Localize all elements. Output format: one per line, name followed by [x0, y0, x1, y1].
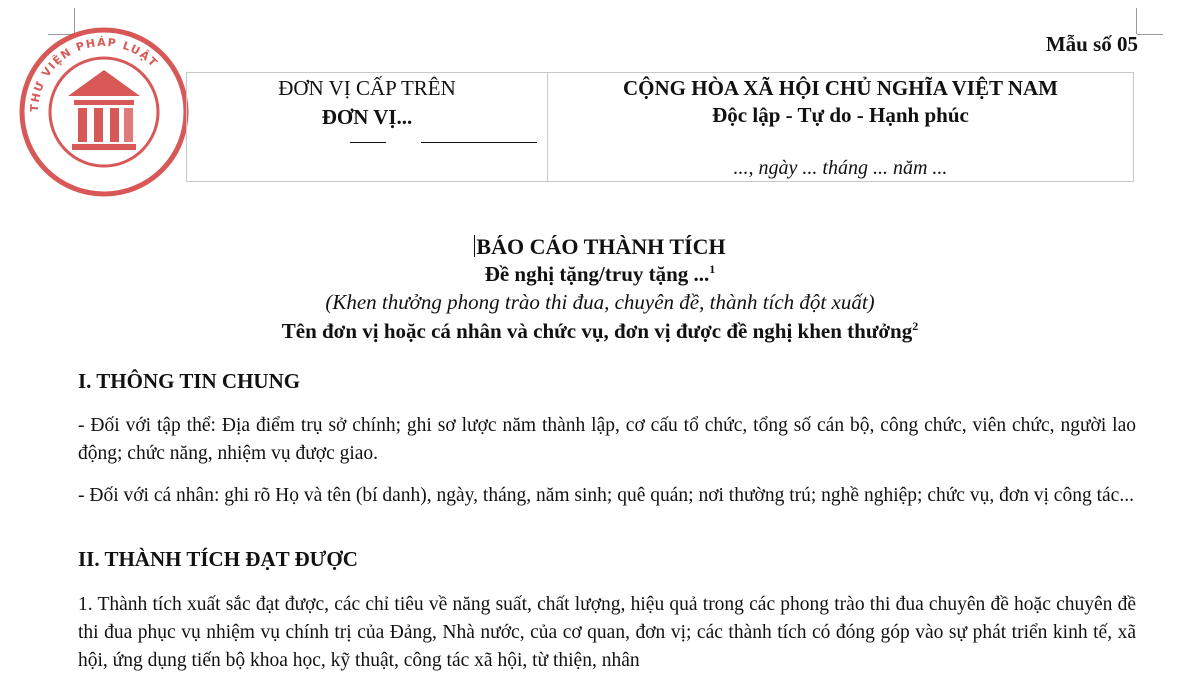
date-line: ..., ngày ... tháng ... năm ...	[733, 157, 948, 179]
report-title: BÁO CÁO THÀNH TÍCH	[476, 234, 726, 259]
left-underline	[350, 142, 386, 143]
section-heading-achievements: II. THÀNH TÍCH ĐẠT ĐƯỢC	[78, 547, 358, 571]
paragraph-achievement-1: 1. Thành tích xuất sắc đạt được, các chỉ tiêu về năng suất, chất lượng, hiệu quả trong các phong trào thi đua chuyên đề hoặc chuyên đề thi đua phục vụ nhiệm vụ chính trị của Đảng, Nhà nước, của cơ quan, đơn vị; các thành tích có đóng góp vào sự phát triển kinh tế, xã hội, ứng dụng tiến bộ khoa học, kỹ thuật, công tác xã hội, từ thiện, nhân	[78, 594, 1136, 671]
report-subtitle: Đề nghị tặng/truy tặng ...$^1$	[484, 262, 716, 286]
header-table	[186, 72, 1134, 182]
national-title: CỘNG HÒA XÃ HỘI CHỦ NGHĨA VIỆT NAM	[622, 76, 1059, 100]
report-target: Tên đơn vị hoặc cá nhân và chức vụ, đơn vị được đề nghị khen thưởng$^2$	[281, 319, 919, 343]
footnote-ref-1: 1	[709, 262, 716, 276]
section-heading-general-info: I. THÔNG TIN CHUNG	[78, 369, 301, 393]
motto-underline	[421, 142, 537, 143]
crop-mark-top-right	[1136, 8, 1137, 34]
report-note: (Khen thưởng phong trào thi đua, chuyên đề, thành tích đột xuất)	[325, 290, 875, 314]
unit-name: ĐƠN VỊ...	[321, 105, 413, 129]
paragraph-individual: - Đối với cá nhân: ghi rõ Họ và tên (bí danh), ngày, tháng, năm sinh; quê quán; nơi thường trú; nghề nghiệp; chức vụ, đơn vị công tác...	[78, 485, 1134, 506]
watermark-text: THƯ VIỆN PHÁP LUẬT	[27, 35, 161, 113]
watermark-seal-icon	[18, 26, 190, 198]
national-motto: Độc lập - Tự do - Hạnh phúc	[712, 103, 969, 127]
form-number: Mẫu số 05	[1045, 32, 1138, 56]
paragraph-collective: - Đối với tập thể: Địa điểm trụ sở chính; ghi sơ lược năm thành lập, cơ cấu tổ chức, tổng số cán bộ, công chức, viên chức, người lao động; chức năng, nhiệm vụ được giao.	[78, 415, 1136, 464]
footnote-ref-2: 2	[912, 319, 919, 333]
superior-unit: ĐƠN VỊ CẤP TRÊN	[278, 76, 456, 100]
crop-mark-top-right-h	[1137, 34, 1163, 35]
